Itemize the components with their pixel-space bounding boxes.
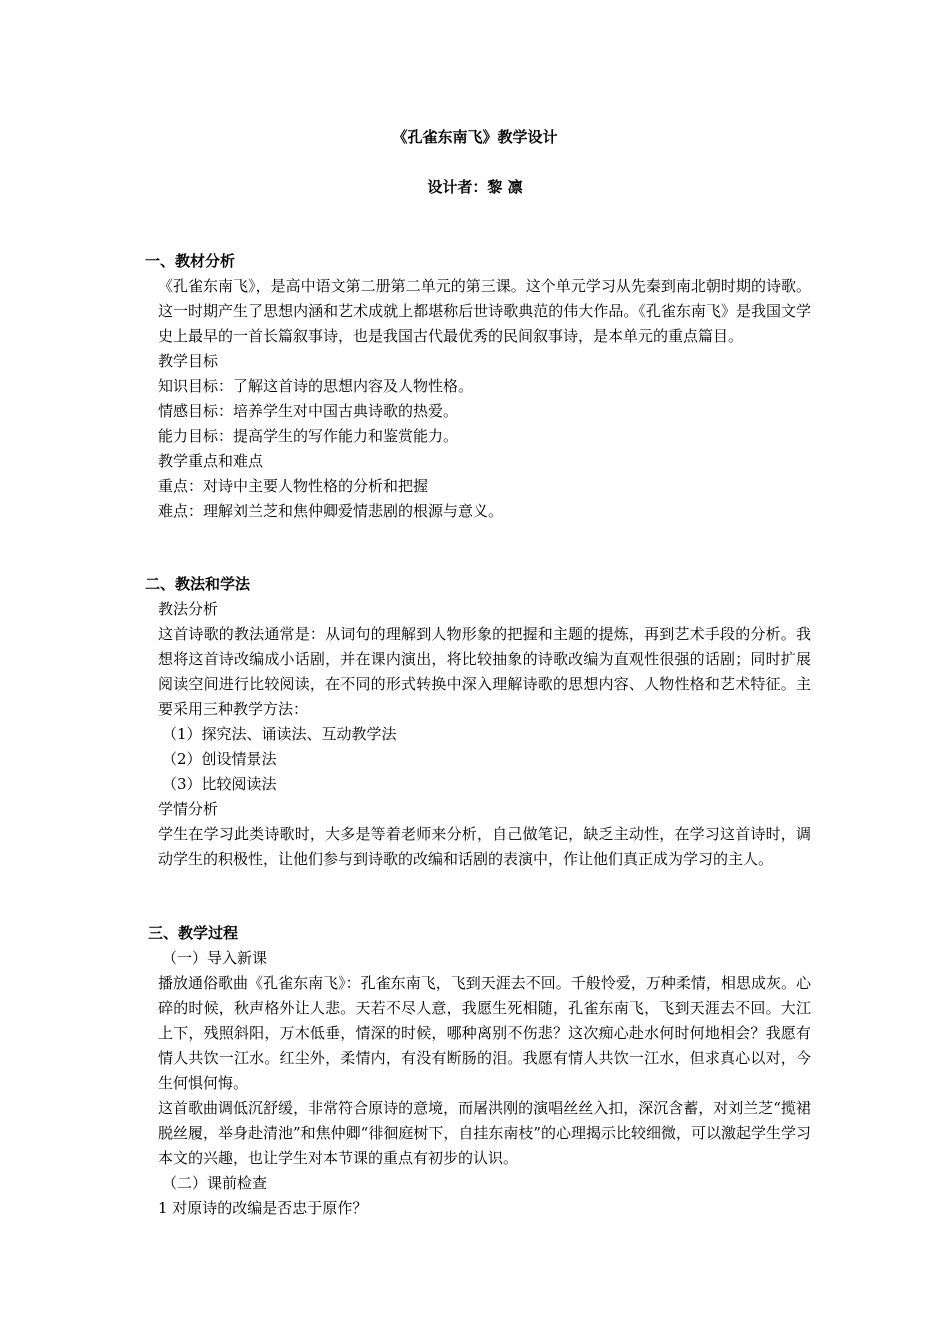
subheading: （二）课前检查 (162, 1174, 268, 1192)
list-item: 难点：理解刘兰芝和焦仲卿爱情悲剧的根源与意义。 (158, 502, 504, 520)
document-author: 设计者：黎 凛 (427, 178, 523, 196)
subheading: 教学目标 (158, 352, 219, 370)
paragraph: 播放通俗歌曲《孔雀东南飞》：孔雀东南飞，飞到天涯去不回。千般怜爱，万种柔情，相思成灰。心碎的时候，秋声格外让人悲。天若不尽人意，我愿生死相随，孔雀东南飞，飞到天涯去不回。大江上下，残照斜阳，万木低垂，情深的时候，哪种离别不伤悲？这次痴心赴水何时何地相会？我愿有情人共饮一江水。红尘外，柔情内，有没有断肠的泪。我愿有情人共饮一江水，但求真心以对，今生何惧何悔。 (158, 974, 811, 1092)
list-item: 情感目标：培养学生对中国古典诗歌的热爱。 (158, 402, 459, 420)
list-item: （1）探究法、诵读法、互动教学法 (162, 725, 397, 743)
paragraph: 《孔雀东南飞》，是高中语文第二册第二单元的第三课。这个单元学习从先秦到南北朝时期的诗歌。这一时期产生了思想内涵和艺术成就上都堪称后世诗歌典范的伟大作品。《孔雀东南飞》是我国文学史上最早的一首长篇叙事诗，也是我国古代最优秀的民间叙事诗，是本单元的重点篇目。 (158, 277, 811, 345)
subheading: 教学重点和难点 (158, 452, 264, 470)
subheading: 学情分析 (158, 800, 219, 818)
section-teaching-process (145, 921, 811, 1221)
list-item: 重点：对诗中主要人物性格的分析和把握 (158, 477, 429, 495)
list-item: （3）比较阅读法 (162, 775, 277, 793)
section-heading: 三、教学过程 (148, 924, 239, 942)
paragraph: 这首歌曲调低沉舒缓，非常符合原诗的意境，而屠洪刚的演唱丝丝入扣，深沉含蓄，对刘兰芝“揽裙脱丝履，举身赴清池”和焦仲卿“徘徊庭树下，自挂东南枝”的心理揭示比较细微，可以激起学生学习本文的兴趣，也让学生对本节课的重点有初步的认识。 (158, 1099, 812, 1167)
subheading: （一）导入新课 (162, 949, 268, 967)
list-item: 1 对原诗的改编是否忠于原作？ (158, 1199, 368, 1217)
list-item: 能力目标：提高学生的写作能力和鉴赏能力。 (158, 427, 459, 445)
paragraph: 学生在学习此类诗歌时，大多是等着老师来分析，自己做笔记，缺乏主动性，在学习这首诗时，调动学生的积极性，让他们参与到诗歌的改编和话剧的表演中，作让他们真正成为学习的主人。 (158, 825, 811, 868)
list-item: 知识目标：了解这首诗的思想内容及人物性格。 (158, 377, 474, 395)
section-teaching-material (145, 249, 811, 524)
section-methods (145, 572, 811, 872)
subheading: 教法分析 (158, 600, 219, 618)
document-title: 《孔雀东南飞》教学设计 (392, 128, 558, 146)
section-heading: 一、教材分析 (145, 252, 236, 270)
paragraph: 这首诗歌的教法通常是：从词句的理解到人物形象的把握和主题的提炼，再到艺术手段的分析。我想将这首诗改编成小话剧，并在课内演出，将比较抽象的诗歌改编为直观性很强的话剧；同时扩展阅读空间进行比较阅读，在不同的形式转换中深入理解诗歌的思想内容、人物性格和艺术特征。主要采用三种教学方法： (158, 625, 811, 718)
section-heading: 二、教法和学法 (145, 575, 251, 593)
list-item: （2）创设情景法 (162, 750, 277, 768)
